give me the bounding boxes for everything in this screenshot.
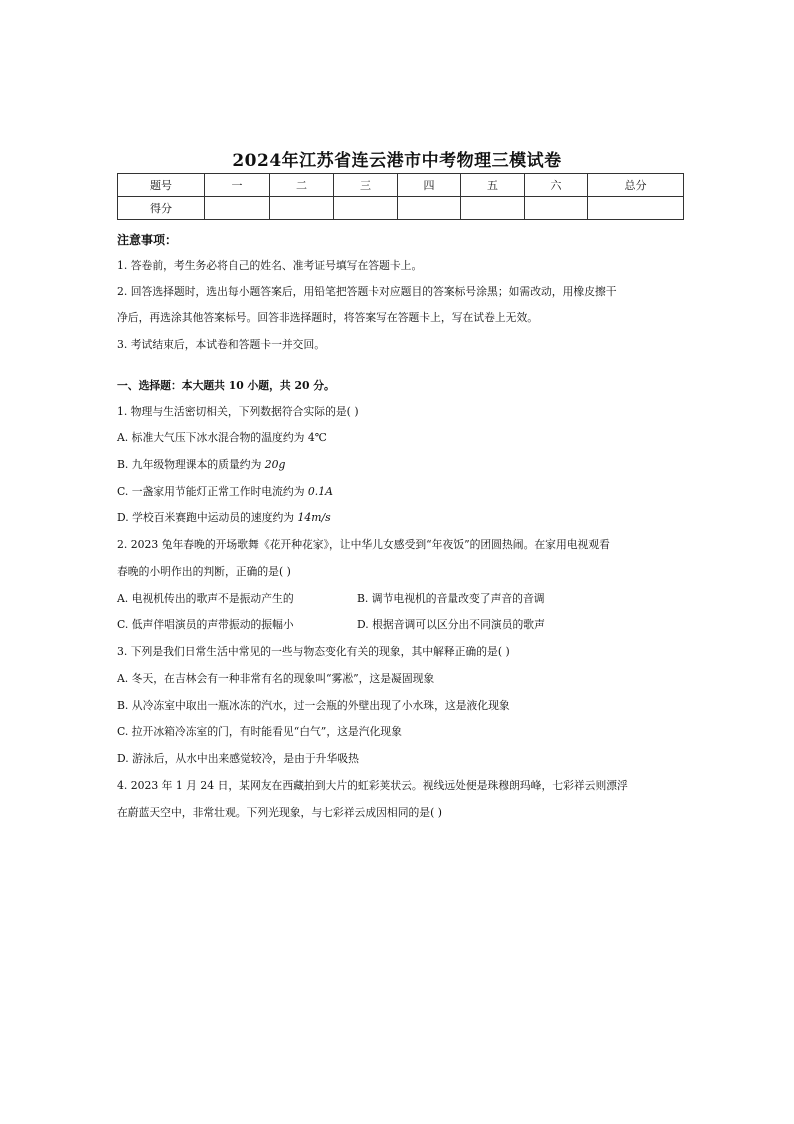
score-cell: [270, 197, 334, 220]
question-stem: 4. 2023 年 1 月 24 日，某网友在西藏拍到大片的虹彩荚状云。视线远处便是珠穆朗玛峰，七彩祥云则漂浮: [117, 779, 628, 792]
question-option: [117, 484, 333, 499]
question-stem: 1. 物理与生活密切相关，下列数据符合实际的是( ): [117, 405, 359, 418]
question-stem: 2. 2023 兔年春晚的开场歌舞《花开种花家》，让中华儿女感受到“年夜饭”的团圆热闹。在家用电视观看: [117, 538, 610, 551]
question-stem: 在蔚蓝天空中，非常壮观。下列光现象，与七彩祥云成因相同的是( ): [117, 806, 442, 819]
score-table-header-cell: 题号: [118, 174, 205, 197]
score-table: [117, 173, 684, 220]
notes-heading: 注意事项：: [117, 233, 178, 247]
notes-item: 1. 答卷前，考生务必将自己的姓名、准考证号填写在答题卡上。: [117, 259, 423, 272]
question-option: C. 拉开冰箱冷冻室的门，有时能看见“白气”，这是汽化现象: [117, 725, 402, 738]
math-value: 14m/s: [297, 511, 331, 524]
notes-item: 2. 回答选择题时，选出每小题答案后，用铅笔把答题卡对应题目的答案标号涂黑；如需改动，用橡皮擦干: [117, 285, 617, 298]
page-title: 2024年江苏省连云港市中考物理三模试卷: [232, 151, 562, 171]
score-table-header-row: [118, 174, 684, 197]
score-table-header-cell: 五: [461, 174, 525, 197]
question-option: B. 调节电视机的音量改变了声音的音调: [357, 592, 545, 605]
option-text: C. 一盏家用节能灯正常工作时电流约为: [117, 485, 308, 498]
notes-item: 3. 考试结束后，本试卷和答题卡一并交回。: [117, 338, 326, 351]
question-option: B. 从冷冻室中取出一瓶冰冻的汽水，过一会瓶的外壁出现了小水珠，这是液化现象: [117, 699, 510, 712]
score-row-label: 得分: [118, 197, 205, 220]
score-table-score-row: [118, 197, 684, 220]
score-table-header-cell: 总分: [588, 174, 684, 197]
option-text: D. 学校百米赛跑中运动员的速度约为: [117, 511, 298, 524]
question-option: D. 游泳后，从水中出来感觉较冷，是由于升华吸热: [117, 752, 359, 765]
score-cell: [525, 197, 588, 220]
score-cell: [398, 197, 461, 220]
score-cell: [205, 197, 270, 220]
section-heading: 一、选择题：本大题共 10 小题，共 20 分。: [117, 379, 335, 392]
question-option: D. 根据音调可以区分出不同演员的歌声: [357, 618, 545, 631]
question-option: A. 电视机传出的歌声不是振动产生的: [117, 592, 294, 605]
score-table-header-cell: 二: [270, 174, 334, 197]
score-cell: [461, 197, 525, 220]
score-table-header-cell: 六: [525, 174, 588, 197]
score-cell: [588, 197, 684, 220]
math-value: 20g: [264, 458, 286, 471]
question-option: [117, 457, 285, 472]
question-option: C. 低声伴唱演员的声带振动的振幅小: [117, 618, 294, 631]
math-value: 0.1A: [307, 485, 333, 498]
score-table-header-cell: 四: [398, 174, 461, 197]
notes-item: 净后，再选涂其他答案标号。回答非选择题时，将答案写在答题卡上，写在试卷上无效。: [117, 311, 539, 324]
question-option: [117, 510, 331, 525]
question-option: A. 标准大气压下冰水混合物的温度约为 4℃: [117, 431, 327, 444]
question-option: A. 冬天，在吉林会有一种非常有名的现象叫“雾凇”，这是凝固现象: [117, 672, 435, 685]
score-table-header-cell: 三: [334, 174, 398, 197]
score-cell: [334, 197, 398, 220]
question-stem: 春晚的小明作出的判断，正确的是( ): [117, 565, 291, 578]
score-table-header-cell: 一: [205, 174, 270, 197]
question-stem: 3. 下列是我们日常生活中常见的一些与物态变化有关的现象，其中解释正确的是( ): [117, 645, 510, 658]
option-text: B. 九年级物理课本的质量约为: [117, 458, 265, 471]
